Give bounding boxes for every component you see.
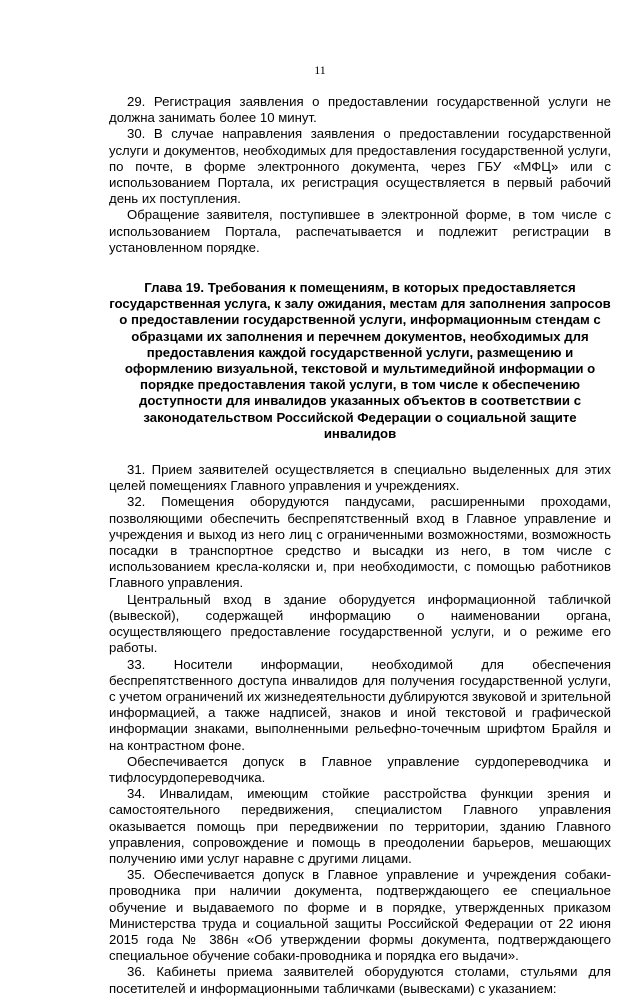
page-number: 11: [314, 63, 326, 77]
paragraph-29: 29. Регистрация заявления о предоставлении государственной услуги не должна занимать более 10 минут.: [109, 94, 611, 126]
paragraph-36: 36. Кабинеты приема заявителей оборудуются столами, стульями для посетителей и информационными табличками (вывесками) с указанием:: [109, 964, 611, 996]
paragraph-35: 35. Обеспечивается допуск в Главное управление и учреждения собаки-проводника при наличии документа, подтверждающего ее специальное обучение и выдаваемого по форме и в порядке, утвержденных приказом Министерства труда и социальной защиты Российской Федерации от 22 июня 2015 года № 386н «Об утверждении формы документа, подтверждающего специальное обучение собаки-проводника и порядка его выдачи».: [109, 867, 611, 964]
paragraph-31: 31. Прием заявителей осуществляется в специально выделенных для этих целей помещениях Главного управления и учреждениях.: [109, 462, 611, 494]
paragraph-32: 32. Помещения оборудуются пандусами, расширенными проходами, позволяющими обеспечить беспрепятственный вход в Главное управление и учреждения и выход из него лиц с ограниченными возможностями, возможность посадки в транспортное средство и высадки из него, в том числе с использованием кресла-коляски и, при необходимости, с помощью работников Главного управления.: [109, 494, 611, 591]
paragraph-electronic-request: Обращение заявителя, поступившее в электронной форме, в том числе с использованием Портала, распечатывается и подлежит регистрации в установленном порядке.: [109, 207, 611, 255]
paragraph-central-entrance: Центральный вход в здание оборудуется информационной табличкой (вывеской), содержащей информацию о наименовании органа, осуществляющего предоставление государственной услуги, и о режиме его работы.: [109, 591, 611, 656]
chapter-19-heading: Глава 19. Требования к помещениям, в которых предоставляется государственная услуга, к залу ожидания, местам для заполнения запросов о предоставлении государственной услуги, информационным стендам с образцами их заполнения и перечнем документов, необходимых для предоставления каждой государственной услуги, размещению и оформлению визуальной, текстовой и мультимедийной информации о порядке предоставления такой услуги, в том числе к обеспечению доступности для инвалидов указанных объектов в соответствии с законодательством Российской Федерации о социальной защите инвалидов: [109, 280, 611, 441]
document-body: [109, 94, 611, 997]
paragraph-33: 33. Носители информации, необходимой для обеспечения беспрепятственного доступа инвалидов для получения государственной услуги, с учетом ограничений их жизнедеятельности дублируются звуковой и зрительной информацией, а также надписей, знаков и иной текстовой и графической информации знаками, выполненными рельефно-точечным шрифтом Брайля и на контрастном фоне.: [109, 656, 611, 753]
paragraph-34: 34. Инвалидам, имеющим стойкие расстройства функции зрения и самостоятельного передвижения, специалистом Главного управления оказывается помощь при передвижении по территории, зданию Главного управления, сопровождение и помощь в преодолении барьеров, мешающих получению ими услуг наравне с другими лицами.: [109, 786, 611, 866]
paragraph-sign-interpreter: Обеспечивается допуск в Главное управление сурдопереводчика и тифлосурдопереводчика.: [109, 753, 611, 785]
paragraph-30: 30. В случае направления заявления о предоставлении государственной услуги и документов, необходимых для предоставления государственной услуги, по почте, в форме электронного документа, через ГБУ «МФЦ» или с использованием Портала, их регистрация осуществляется в первый рабочий день их поступления.: [109, 126, 611, 207]
